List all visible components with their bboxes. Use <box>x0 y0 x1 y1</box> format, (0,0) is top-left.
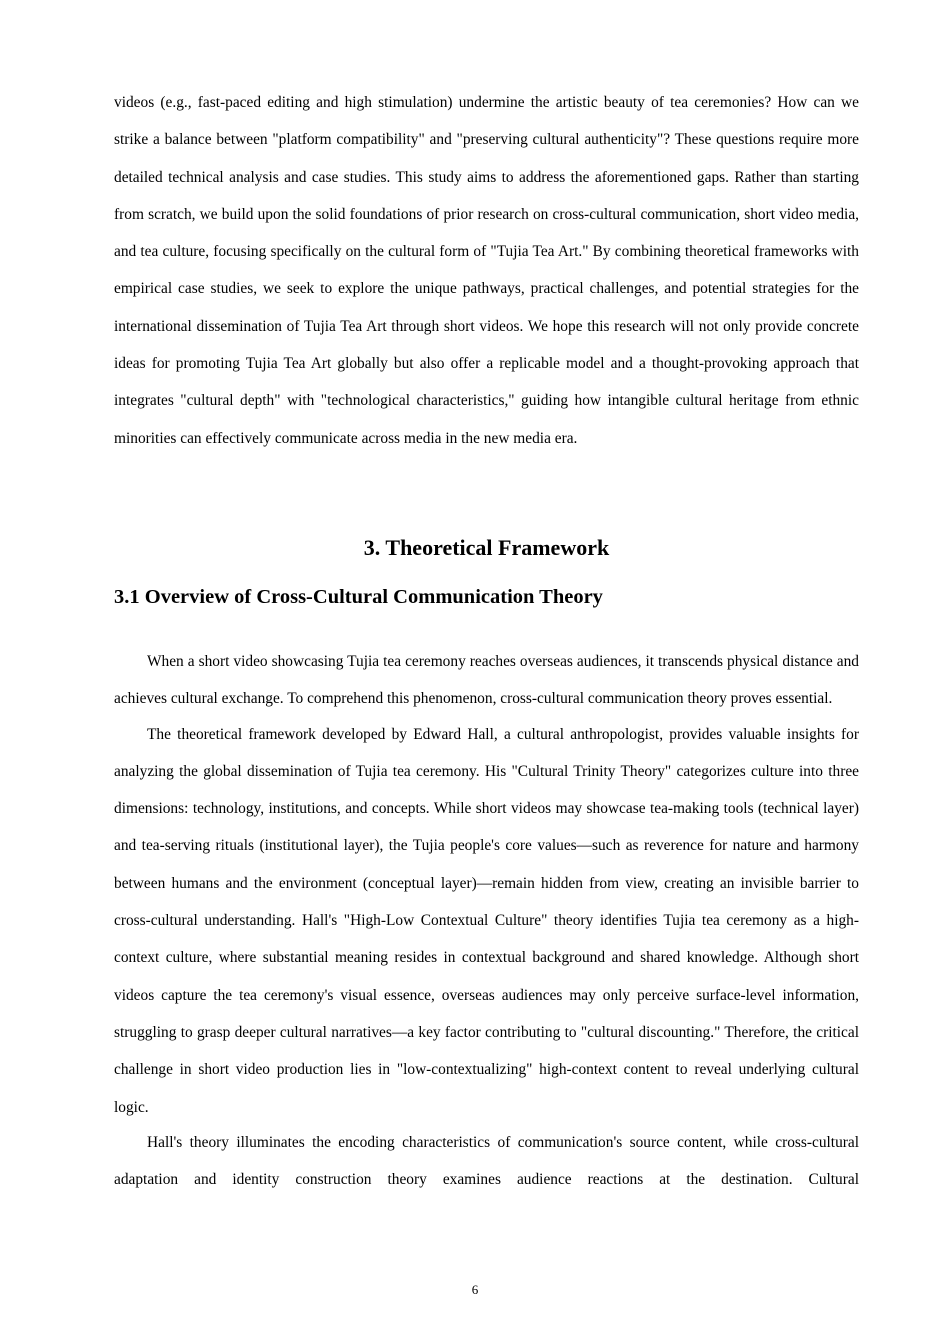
paragraph-1: When a short video showcasing Tujia tea ceremony reaches overseas audiences, it transcends physical distance and achieves cultural exchange. To comprehend this phenomenon, cross-cultural communication theory proves essential. <box>114 653 859 708</box>
body-paragraphs <box>114 643 859 1198</box>
paragraph-2: The theoretical framework developed by Edward Hall, a cultural anthropologist, provides valuable insights for analyzing the global dissemination of Tujia tea ceremony. His "Cultural Trinity Theory" categorizes culture into three dimensions: technology, institutions, and concepts. While short videos may showcase tea-making tools (technical layer) and tea-serving rituals (institutional layer), the Tujia people's core values—such as reverence for nature and harmony between humans and the environment (conceptual layer)—remain hidden from view, creating an invisible barrier to cross-cultural understanding. Hall's "High-Low Contextual Culture" theory identifies Tujia tea ceremony as a high-context culture, where substantial meaning resides in contextual background and shared knowledge. Although short videos capture the tea ceremony's visual essence, overseas audiences may only perceive surface-level information, struggling to grasp deeper cultural narratives—a key factor contributing to "cultural discounting." Therefore, the critical challenge in short video production lies in "low-contextualizing" high-context content to reveal underlying cultural logic. <box>114 725 859 1116</box>
subsection-title: 3.1 Overview of Cross-Cultural Communication Theory <box>114 586 603 608</box>
page-number: 6 <box>471 1282 479 1297</box>
section-title: 3. Theoretical Framework <box>363 535 610 560</box>
paragraph-3: Hall's theory illuminates the encoding characteristics of communication's source content, while cross-cultural adaptation and identity construction theory examines audience reactions at the destination. Cultural <box>114 1133 859 1189</box>
continuation-paragraph: videos (e.g., fast-paced editing and high stimulation) undermine the artistic beauty of tea ceremonies? How can we strike a balance between "platform compatibility" and "preserving cultural authenticity"? These questions require more detailed technical analysis and case studies. This study aims to address the aforementioned gaps. Rather than starting from scratch, we build upon the solid foundations of prior research on cross-cultural communication, short video media, and tea culture, focusing specifically on the cultural form of "Tujia Tea Art." By combining theoretical frameworks with empirical case studies, we seek to explore the unique pathways, practical challenges, and potential strategies for the international dissemination of Tujia Tea Art through short videos. We hope this research will not only provide concrete ideas for promoting Tujia Tea Art globally but also offer a replicable model and a thought-provoking approach that integrates "cultural depth" with "technological characteristics," guiding how intangible cultural heritage from ethnic minorities can effectively communicate across media in the new media era. <box>114 94 859 447</box>
